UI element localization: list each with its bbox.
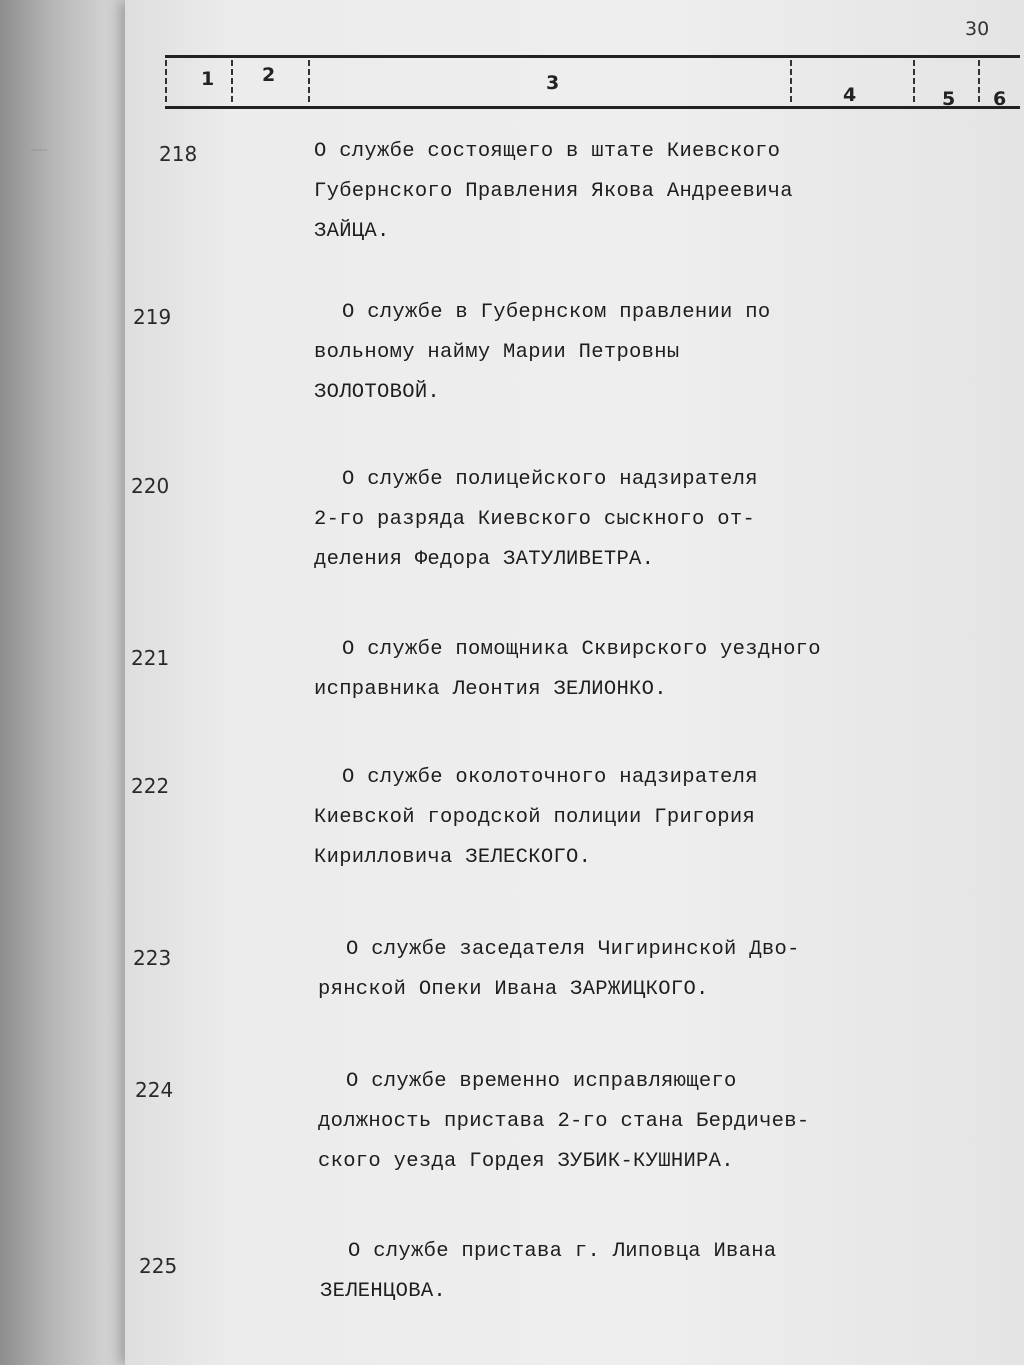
entry-line: О службе помощника Сквирского уездного bbox=[342, 638, 821, 661]
entry-line: О службе временно исправляющего bbox=[346, 1070, 737, 1093]
column-divider bbox=[165, 60, 167, 102]
column-label-1: 1 bbox=[201, 68, 215, 90]
column-header-table bbox=[165, 55, 1020, 109]
column-divider bbox=[308, 60, 310, 102]
entry-number: 221 bbox=[131, 646, 170, 670]
column-divider bbox=[978, 60, 980, 102]
entry-line: ЗОЛОТОВОЙ. bbox=[314, 381, 441, 404]
entry-text bbox=[318, 930, 878, 1010]
entry-number: 223 bbox=[133, 946, 172, 970]
page-number: 30 bbox=[965, 18, 990, 40]
previous-page-edge bbox=[0, 0, 135, 1365]
entry-line: О службе заседателя Чигиринской Дво- bbox=[346, 938, 800, 961]
entry-line: ЗАЙЦА. bbox=[314, 220, 390, 243]
entry-line: О службе пристава г. Липовца Ивана bbox=[348, 1240, 777, 1263]
entry-line: должность пристава 2-го стана Бердичев- bbox=[318, 1110, 810, 1133]
entry-number: 222 bbox=[131, 774, 170, 798]
entry-text bbox=[314, 293, 874, 413]
entry-line: Киевской городской полиции Григория bbox=[314, 806, 756, 829]
entry-line: ского уезда Гордея ЗУБИК-КУШНИРА. bbox=[318, 1150, 734, 1173]
column-label-2: 2 bbox=[262, 64, 276, 86]
entry-text bbox=[314, 460, 874, 580]
column-label-6: 6 bbox=[993, 88, 1007, 110]
entry-line: рянской Опеки Ивана ЗАРЖИЦКОГО. bbox=[318, 978, 709, 1001]
show-through-mark: — bbox=[30, 140, 48, 161]
entry-text bbox=[320, 1232, 880, 1312]
entry-line: ЗЕЛЕНЦОВА. bbox=[320, 1280, 447, 1303]
entry-line: исправника Леонтия ЗЕЛИОНКО. bbox=[314, 678, 667, 701]
entry-line: 2-го разряда Киевского сыскного от- bbox=[314, 508, 756, 531]
entry-number: 224 bbox=[135, 1078, 174, 1102]
entry-number: 225 bbox=[139, 1254, 178, 1278]
column-divider bbox=[913, 60, 915, 102]
entry-line: Губернского Правления Якова Андреевича bbox=[314, 180, 793, 203]
column-divider bbox=[790, 60, 792, 102]
entry-text bbox=[314, 630, 874, 710]
column-divider bbox=[231, 60, 233, 102]
entry-number: 220 bbox=[131, 474, 170, 498]
entry-line: Кирилловича ЗЕЛЕСКОГО. bbox=[314, 846, 592, 869]
entry-number: 219 bbox=[133, 305, 172, 329]
entry-number: 218 bbox=[159, 142, 198, 166]
column-label-4: 4 bbox=[843, 84, 857, 106]
entry-line: О службе полицейского надзирателя bbox=[342, 468, 758, 491]
entry-text bbox=[314, 758, 874, 878]
column-label-5: 5 bbox=[942, 88, 956, 110]
entry-line: О службе состоящего в штате Киевского bbox=[314, 140, 781, 163]
column-label-3: 3 bbox=[546, 72, 560, 94]
entry-text bbox=[314, 132, 874, 252]
entry-line: вольному найму Марии Петровны bbox=[314, 341, 680, 364]
entry-line: деления Федора ЗАТУЛИВЕТРА. bbox=[314, 548, 655, 571]
entry-line: О службе в Губернском правлении по bbox=[342, 301, 771, 324]
entry-line: О службе околоточного надзирателя bbox=[342, 766, 758, 789]
entry-text bbox=[318, 1062, 878, 1182]
